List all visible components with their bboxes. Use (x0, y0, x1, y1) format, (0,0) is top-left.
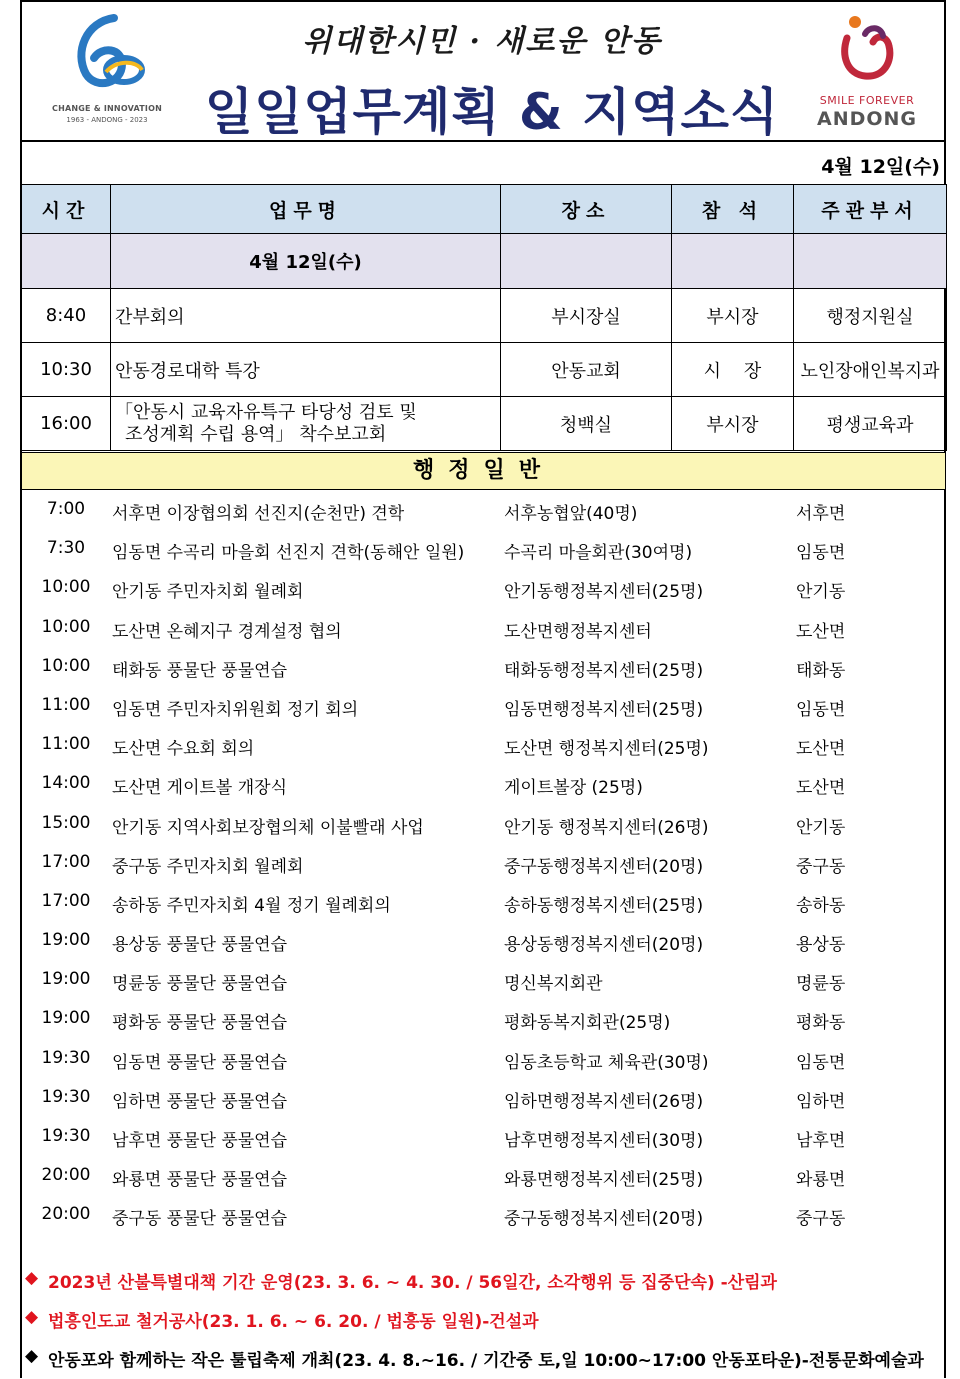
item-place: 남후면행정복지센터(30명) (504, 1131, 704, 1151)
notice-item (22, 1301, 944, 1340)
item-task: 명륜동 풍물단 풍물연습 (112, 974, 288, 995)
page-header (22, 2, 944, 141)
list-item (22, 1078, 944, 1117)
item-dept: 도산면 (796, 621, 846, 642)
item-task: 용상동 풍물단 풍물연습 (112, 935, 288, 956)
item-task: 와룡면 풍물단 풍물연습 (112, 1170, 288, 1191)
item-dept: 서후면 (796, 504, 846, 524)
list-item (22, 882, 944, 921)
col-header-dept: 주관부서 (794, 185, 947, 234)
item-dept: 중구동 (796, 856, 846, 877)
item-place: 임하면행정복지센터(26명) (504, 1091, 704, 1112)
list-item (22, 725, 944, 764)
item-task: 송하동 주민자치회 4월 정기 월례회의 (112, 895, 391, 916)
item-place: 명신복지회관 (504, 974, 603, 995)
list-item (22, 960, 944, 999)
notice-text: 안동포와 함께하는 작은 툴립축제 개최(23. 4. 8.~16. / 기간중 토,일 10:00~17:00 안동포타운)-전통문화예술과 (48, 1351, 924, 1371)
list-item (22, 1039, 944, 1078)
schedule-table (21, 184, 947, 451)
row-task-line1: 「안동시 교육자유특구 타당성 검토 및 (115, 401, 417, 423)
list-item (22, 1117, 944, 1156)
diamond-bullet-icon: ◆ (25, 1307, 39, 1327)
city-slogan: 위대한시민 · 새로운 안동 (302, 24, 662, 59)
sixty-logo-icon (66, 12, 146, 92)
notice-text: 법흥인도교 철거공사(23. 1. 6. ~ 6. 20. / 법흥동 일원)-건설과 (48, 1312, 539, 1332)
item-task: 임동면 수곡리 마을회 선진지 견학(동해안 일원) (112, 543, 465, 564)
item-dept: 남후면 (796, 1131, 846, 1151)
andong-mark-icon (837, 12, 897, 82)
item-time: 20:00 (41, 1204, 91, 1225)
col-header-attendee: 참 석 (672, 185, 794, 234)
col-header-time: 시간 (22, 185, 111, 234)
row-task: 간부회의 (111, 289, 501, 343)
row-place: 안동교회 (501, 343, 672, 397)
item-task: 서후면 이장협의회 선진지(순천만) 견학 (112, 504, 405, 524)
item-dept: 평화동 (796, 1013, 846, 1034)
item-place: 임동면행정복지센터(25명) (504, 699, 704, 720)
list-item (22, 921, 944, 960)
item-time: 19:00 (41, 930, 91, 951)
row-dept: 평생교육과 (794, 397, 947, 451)
list-item (22, 529, 944, 568)
item-time: 17:00 (41, 890, 91, 911)
item-task: 도산면 온혜지구 경계설정 협의 (112, 621, 342, 642)
list-item (22, 686, 944, 725)
list-item (22, 843, 944, 882)
list-item (22, 1195, 944, 1234)
row-dept: 노인장애인복지과 (794, 343, 947, 397)
col-header-task: 업무명 (111, 185, 501, 234)
table-header-row (22, 185, 947, 234)
item-dept: 임하면 (796, 1091, 846, 1112)
table-row (22, 289, 947, 343)
list-item (22, 804, 944, 843)
section-date: 4월 12일(수) (111, 234, 501, 289)
logo-caption-line2: 1963 - ANDONG - 2023 (66, 116, 148, 124)
list-item (22, 999, 944, 1038)
list-item (22, 490, 944, 529)
item-place: 안기동행정복지센터(25명) (504, 582, 704, 603)
row-dept: 행정지원실 (794, 289, 947, 343)
row-attendee: 부시장 (672, 289, 794, 343)
notice-item (22, 1340, 944, 1379)
item-time: 11:00 (41, 734, 91, 755)
date-section-row (22, 234, 947, 289)
item-dept: 태화동 (796, 660, 846, 681)
item-task: 평화동 풍물단 풍물연습 (112, 1013, 288, 1034)
row-attendee: 부시장 (672, 397, 794, 451)
item-place: 중구동행정복지센터(20명) (504, 856, 704, 877)
notice-list (22, 1262, 944, 1379)
andong-brand-logo (812, 12, 922, 132)
item-place: 송하동행정복지센터(25명) (504, 895, 704, 916)
item-dept: 송하동 (796, 895, 846, 916)
item-time: 20:00 (41, 1165, 91, 1186)
item-time: 15:00 (41, 812, 91, 833)
diamond-bullet-icon: ◆ (25, 1268, 39, 1288)
item-place: 임동초등학교 체육관(30명) (504, 1052, 709, 1073)
item-time: 14:00 (41, 773, 91, 794)
item-task: 도산면 수요회 회의 (112, 739, 255, 760)
item-time: 19:00 (41, 969, 91, 990)
item-dept: 임동면 (796, 1052, 846, 1073)
row-task-line2: 조성계획 수립 용역」 착수보고회 (125, 423, 387, 445)
table-row (22, 397, 947, 451)
row-task (111, 397, 501, 451)
item-time: 19:30 (41, 1126, 91, 1146)
row-time: 8:40 (22, 289, 111, 343)
item-place: 용상동행정복지센터(20명) (504, 935, 704, 956)
row-attendee: 시 장 (672, 343, 794, 397)
anniversary-logo (52, 12, 162, 122)
page-title: 일일업무계획 & 지역소식 (204, 83, 780, 141)
item-task: 임동면 풍물단 풍물연습 (112, 1052, 288, 1073)
date-bar (22, 140, 944, 184)
item-dept: 도산면 (796, 739, 846, 760)
item-time: 19:00 (41, 1008, 91, 1029)
item-time: 10:00 (41, 655, 91, 676)
item-time: 11:00 (41, 694, 91, 715)
item-time: 19:30 (41, 1086, 91, 1107)
list-item (22, 647, 944, 686)
item-time: 7:00 (46, 499, 86, 519)
item-task: 중구동 주민자치회 월례회 (112, 856, 304, 877)
item-task: 안기동 지역사회보장협의체 이불빨래 사업 (112, 817, 424, 838)
item-dept: 도산면 (796, 778, 846, 799)
item-task: 중구동 풍물단 풍물연습 (112, 1209, 288, 1230)
item-task: 도산면 게이트볼 개장식 (112, 778, 288, 799)
item-task: 태화동 풍물단 풍물연습 (112, 660, 288, 681)
report-date: 4월 12일(수) (821, 156, 940, 178)
notice-text: 2023년 산불특별대책 기간 운영(23. 3. 6. ~ 4. 30. / 56일간, 소각행위 등 집중단속) -산림과 (48, 1273, 777, 1293)
row-place: 청백실 (501, 397, 672, 451)
item-time: 10:00 (41, 577, 91, 598)
item-place: 서후농협앞(40명) (504, 504, 638, 524)
brand-name: ANDONG (816, 108, 918, 130)
item-place: 도산면 행정복지센터(25명) (504, 739, 709, 760)
item-time: 7:30 (46, 538, 86, 559)
row-time: 10:30 (22, 343, 111, 397)
table-row (22, 343, 947, 397)
item-dept: 안기동 (796, 817, 846, 838)
item-place: 와룡면행정복지센터(25명) (504, 1170, 704, 1191)
item-place: 안기동 행정복지센터(26명) (504, 817, 709, 838)
admin-section-header: 행정일반 (21, 452, 946, 490)
brand-slogan: SMILE FOREVER (819, 94, 915, 107)
item-place: 수곡리 마을회관(30여명) (504, 543, 693, 564)
item-dept: 임동면 (796, 543, 846, 564)
item-task: 남후면 풍물단 풍물연습 (112, 1131, 288, 1151)
logo-caption-line1: CHANGE & INNOVATION (52, 104, 162, 113)
admin-list (22, 490, 944, 1235)
item-place: 도산면행정복지센터 (504, 621, 652, 642)
list-item (22, 1156, 944, 1195)
item-dept: 와룡면 (796, 1170, 846, 1191)
col-header-place: 장소 (501, 185, 672, 234)
row-place: 부시장실 (501, 289, 672, 343)
item-place: 태화동행정복지센터(25명) (504, 660, 704, 681)
item-dept: 용상동 (796, 935, 846, 956)
item-task: 안기동 주민자치회 월례회 (112, 582, 304, 603)
item-place: 중구동행정복지센터(20명) (504, 1209, 704, 1230)
item-place: 게이트볼장 (25명) (504, 778, 643, 799)
item-time: 10:00 (41, 616, 91, 637)
notice-item (22, 1262, 944, 1301)
diamond-bullet-icon: ◆ (25, 1346, 39, 1366)
item-dept: 임동면 (796, 699, 846, 720)
item-place: 평화동복지회관(25명) (504, 1013, 671, 1034)
list-item (22, 608, 944, 647)
item-dept: 중구동 (796, 1209, 846, 1230)
item-dept: 명륜동 (796, 974, 846, 995)
list-item (22, 568, 944, 607)
list-item (22, 764, 944, 803)
item-time: 19:30 (41, 1047, 91, 1068)
item-dept: 안기동 (796, 582, 846, 603)
item-task: 임하면 풍물단 풍물연습 (112, 1091, 288, 1112)
row-time: 16:00 (22, 397, 111, 451)
item-task: 임동면 주민자치위원회 정기 회의 (112, 699, 359, 720)
item-time: 17:00 (41, 851, 91, 872)
row-task: 안동경로대학 특강 (111, 343, 501, 397)
